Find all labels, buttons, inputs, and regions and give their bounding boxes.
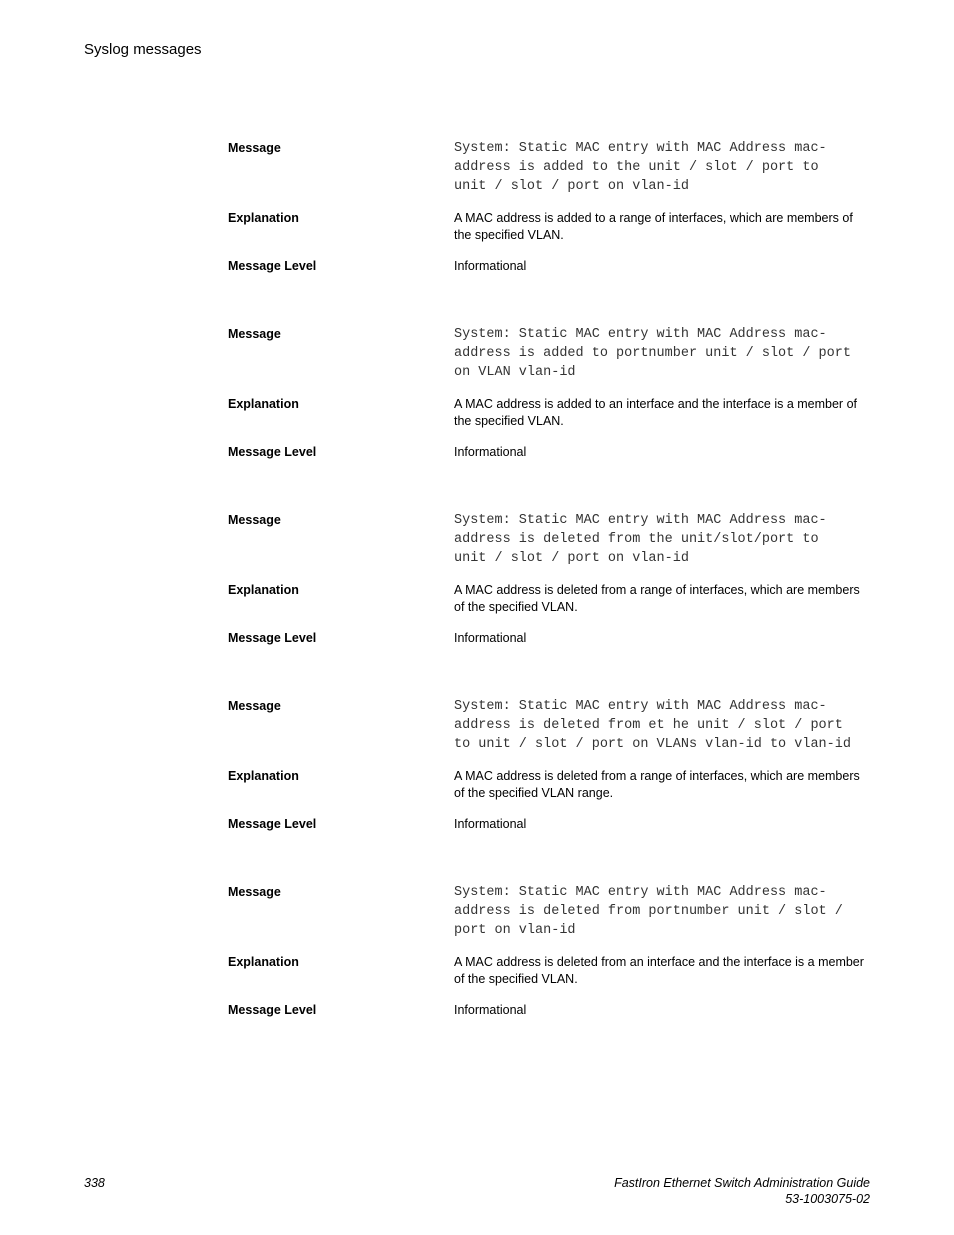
message-entry xyxy=(228,697,873,833)
explanation-text: A MAC address is added to an interface and the interface is a member of the specified VLAN. xyxy=(454,397,857,428)
message-label: Message xyxy=(228,141,281,155)
explanation-row xyxy=(228,954,873,988)
message-row xyxy=(228,697,873,754)
explanation-row xyxy=(228,768,873,802)
level-row xyxy=(228,816,873,833)
footer-doc-info xyxy=(614,1175,870,1207)
message-text: System: Static MAC entry with MAC Address mac- address is deleted from the unit/slot/port to unit / slot / port on vlan-id xyxy=(454,513,827,566)
explanation-label: Explanation xyxy=(228,211,299,225)
message-text: System: Static MAC entry with MAC Address mac- address is added to the unit / slot / port to unit / slot / port on vlan-id xyxy=(454,141,827,194)
message-entry xyxy=(228,883,873,1019)
message-label: Message xyxy=(228,885,281,899)
message-row xyxy=(228,511,873,568)
explanation-text: A MAC address is deleted from a range of interfaces, which are members of the specified VLAN range. xyxy=(454,769,860,800)
message-row xyxy=(228,325,873,382)
doc-number: 53-1003075-02 xyxy=(785,1192,870,1206)
level-row xyxy=(228,630,873,647)
level-text: Informational xyxy=(454,817,527,831)
message-entries xyxy=(228,139,873,1069)
level-row xyxy=(228,258,873,275)
running-header: Syslog messages xyxy=(84,41,202,58)
guide-title: FastIron Ethernet Switch Administration Guide xyxy=(614,1176,870,1190)
level-label: Message Level xyxy=(228,259,317,273)
level-row xyxy=(228,444,873,461)
level-text: Informational xyxy=(454,631,527,645)
explanation-text: A MAC address is deleted from an interface and the interface is a member of the specified VLAN. xyxy=(454,955,864,986)
explanation-label: Explanation xyxy=(228,583,299,597)
level-label: Message Level xyxy=(228,631,317,645)
level-text: Informational xyxy=(454,445,527,459)
level-text: Informational xyxy=(454,1003,527,1017)
message-entry xyxy=(228,139,873,275)
explanation-text: A MAC address is deleted from a range of interfaces, which are members of the specified VLAN. xyxy=(454,583,860,614)
message-label: Message xyxy=(228,699,281,713)
message-text: System: Static MAC entry with MAC Address mac- address is added to portnumber unit / slot / port on VLAN vlan-id xyxy=(454,327,851,380)
level-label: Message Level xyxy=(228,817,317,831)
message-row xyxy=(228,139,873,196)
message-entry xyxy=(228,325,873,461)
explanation-row xyxy=(228,396,873,430)
level-row xyxy=(228,1002,873,1019)
message-label: Message xyxy=(228,327,281,341)
message-entry xyxy=(228,511,873,647)
level-label: Message Level xyxy=(228,1003,317,1017)
message-row xyxy=(228,883,873,940)
explanation-text: A MAC address is added to a range of interfaces, which are members of the specified VLAN. xyxy=(454,211,853,242)
message-label: Message xyxy=(228,513,281,527)
message-text: System: Static MAC entry with MAC Address mac- address is deleted from et he unit / slot / port to unit / slot / port on VLANs vlan-id to vlan-id xyxy=(454,699,851,752)
message-text: System: Static MAC entry with MAC Address mac- address is deleted from portnumber unit / slot / port on vlan-id xyxy=(454,885,843,938)
explanation-label: Explanation xyxy=(228,955,299,969)
explanation-label: Explanation xyxy=(228,769,299,783)
level-label: Message Level xyxy=(228,445,317,459)
explanation-label: Explanation xyxy=(228,397,299,411)
page-number: 338 xyxy=(84,1176,105,1190)
explanation-row xyxy=(228,582,873,616)
level-text: Informational xyxy=(454,259,527,273)
explanation-row xyxy=(228,210,873,244)
